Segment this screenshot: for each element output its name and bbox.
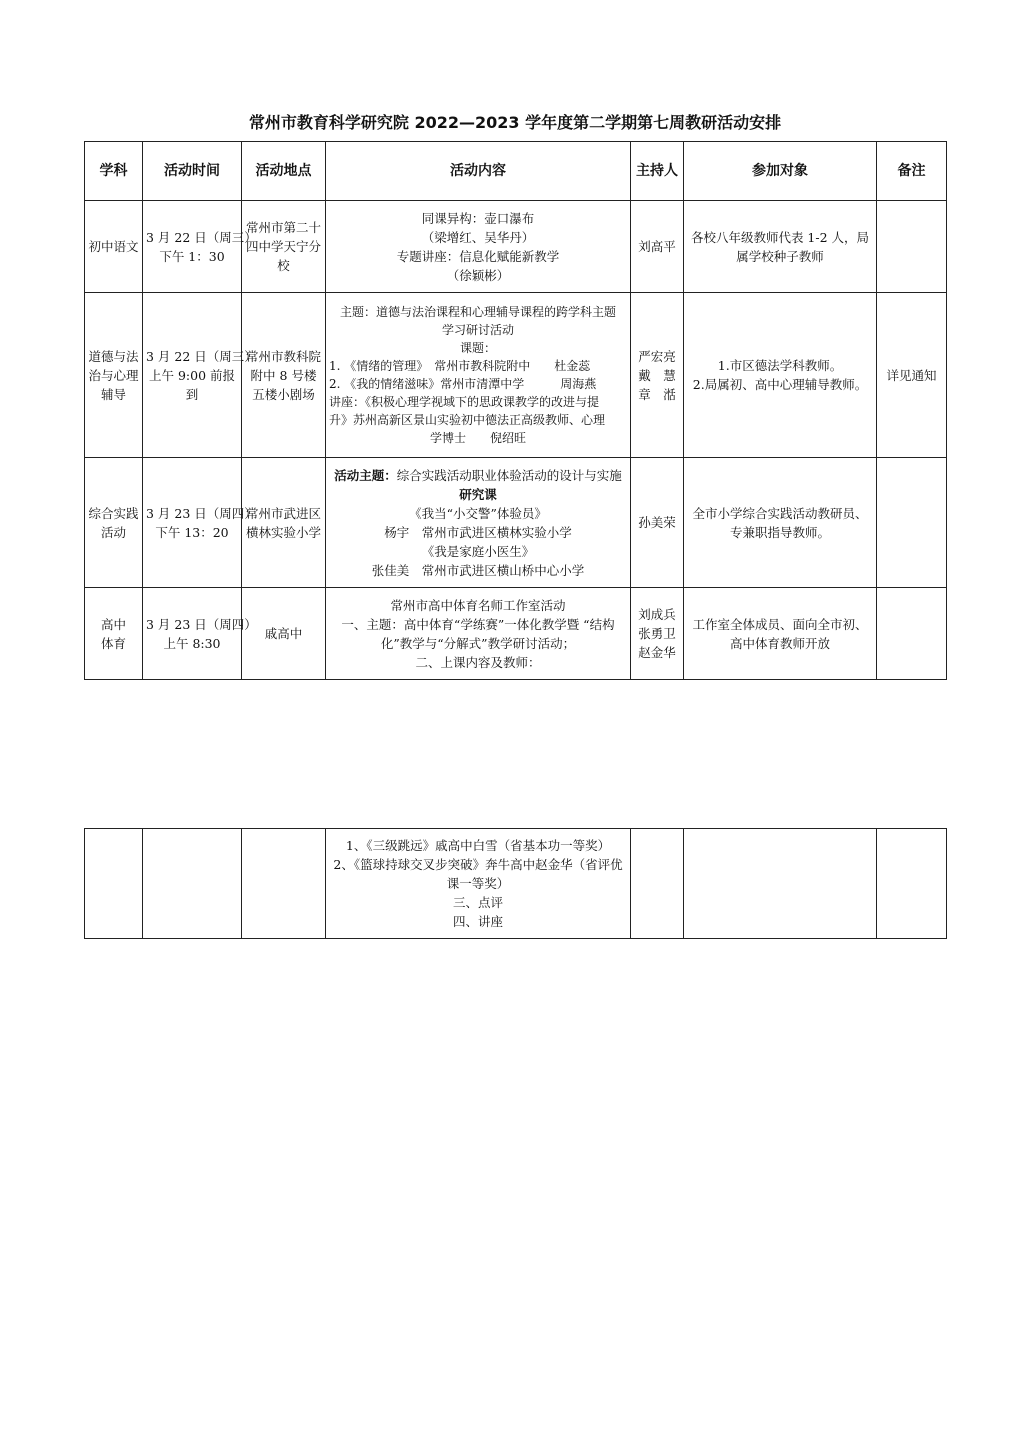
empty-cell [684,829,877,939]
time-cell: 3 月 23 日（周四） 下午 13：20 [143,458,242,588]
place-cell: 常州市武进区横林实验小学 [242,458,326,588]
empty-cell [242,829,326,939]
header-subject: 学科 [85,142,143,201]
subject-cell: 道德与法治与心理辅导 [85,293,143,458]
table-row [85,293,947,458]
page-title: 常州市教育科学研究院 2022—2023 学年度第二学期第七周教研活动安排 [248,113,782,132]
subject-cell: 综合实践活动 [85,458,143,588]
place-cell: 常州市教科院附中 8 号楼五楼小剧场 [242,293,326,458]
table-row [85,588,947,680]
time-cell: 3 月 23 日（周四） 上午 8:30 [143,588,242,680]
note-cell: 详见通知 [877,293,947,458]
table-row [85,201,947,293]
empty-cell [143,829,242,939]
content-cell: 同课异构：壶口瀑布 （梁增红、吴华丹） 专题讲座：信息化赋能新教学 （徐颖彬） [326,201,631,293]
content-cell: 活动主题：综合实践活动职业体验活动的设计与实施 研究课 《我当“小交警”体验员》 杨宇 常州市武进区横林实验小学 《我是家庭小医生》 张佳美 常州市武进区横山桥中心小学 [326,458,631,588]
host-cell: 刘高平 [631,201,684,293]
table-row [85,458,947,588]
note-cell [877,201,947,293]
table-row [85,829,947,939]
header-note: 备注 [877,142,947,201]
continuation-table [84,828,947,939]
time-cell: 3 月 22 日（周三） 下午 1：30 [143,201,242,293]
place-cell: 常州市第二十四中学天宁分校 [242,201,326,293]
host-cell: 孙美荣 [631,458,684,588]
note-cell [877,588,947,680]
table-header-row [85,142,947,201]
content-cell: 常州市高中体育名师工作室活动 一、主题：高中体育“学练赛”一体化教学暨 “结构 化”教学与“分解式”教学研讨活动； 二、上课内容及教师： [326,588,631,680]
host-cell: 严宏亮 戴 慧 章 湉 [631,293,684,458]
header-time: 活动时间 [143,142,242,201]
header-place: 活动地点 [242,142,326,201]
empty-cell [877,829,947,939]
host-cell: 刘成兵 张勇卫 赵金华 [631,588,684,680]
header-audience: 参加对象 [684,142,877,201]
empty-cell [631,829,684,939]
header-content: 活动内容 [326,142,631,201]
header-host: 主持人 [631,142,684,201]
content-cell: 1、《三级跳远》戚高中白雪（省基本功一等奖） 2、《篮球持球交叉步突破》奔牛高中赵金华（省评优 课一等奖） 三、点评 四、讲座 [326,829,631,939]
subject-cell: 高中体育 [85,588,143,680]
audience-cell: 全市小学综合实践活动教研员、专兼职指导教师。 [684,458,877,588]
content-cell: 主题：道德与法治课程和心理辅导课程的跨学科主题 学习研讨活动 课题： 1. 《情绪的管理》 常州市教科院附中 杜金蕊 2. 《我的情绪滋味》常州市清潭中学 周海燕 讲座：《积极心理学视域下的思政课教学的改进与提 升》苏州高新区景山实验初中德法正高级教师、心理 学博士 倪绍旺 [326,293,631,458]
audience-cell: 1.市区德法学科教师。 2.局属初、高中心理辅导教师。 [684,293,877,458]
empty-cell [85,829,143,939]
time-cell: 3 月 22 日（周三） 上午 9:00 前报 到 [143,293,242,458]
place-cell: 戚高中 [242,588,326,680]
subject-cell: 初中语文 [85,201,143,293]
schedule-table [84,141,947,680]
note-cell [877,458,947,588]
audience-cell: 工作室全体成员、面向全市初、高中体育教师开放 [684,588,877,680]
audience-cell: 各校八年级教师代表 1-2 人，局属学校种子教师 [684,201,877,293]
